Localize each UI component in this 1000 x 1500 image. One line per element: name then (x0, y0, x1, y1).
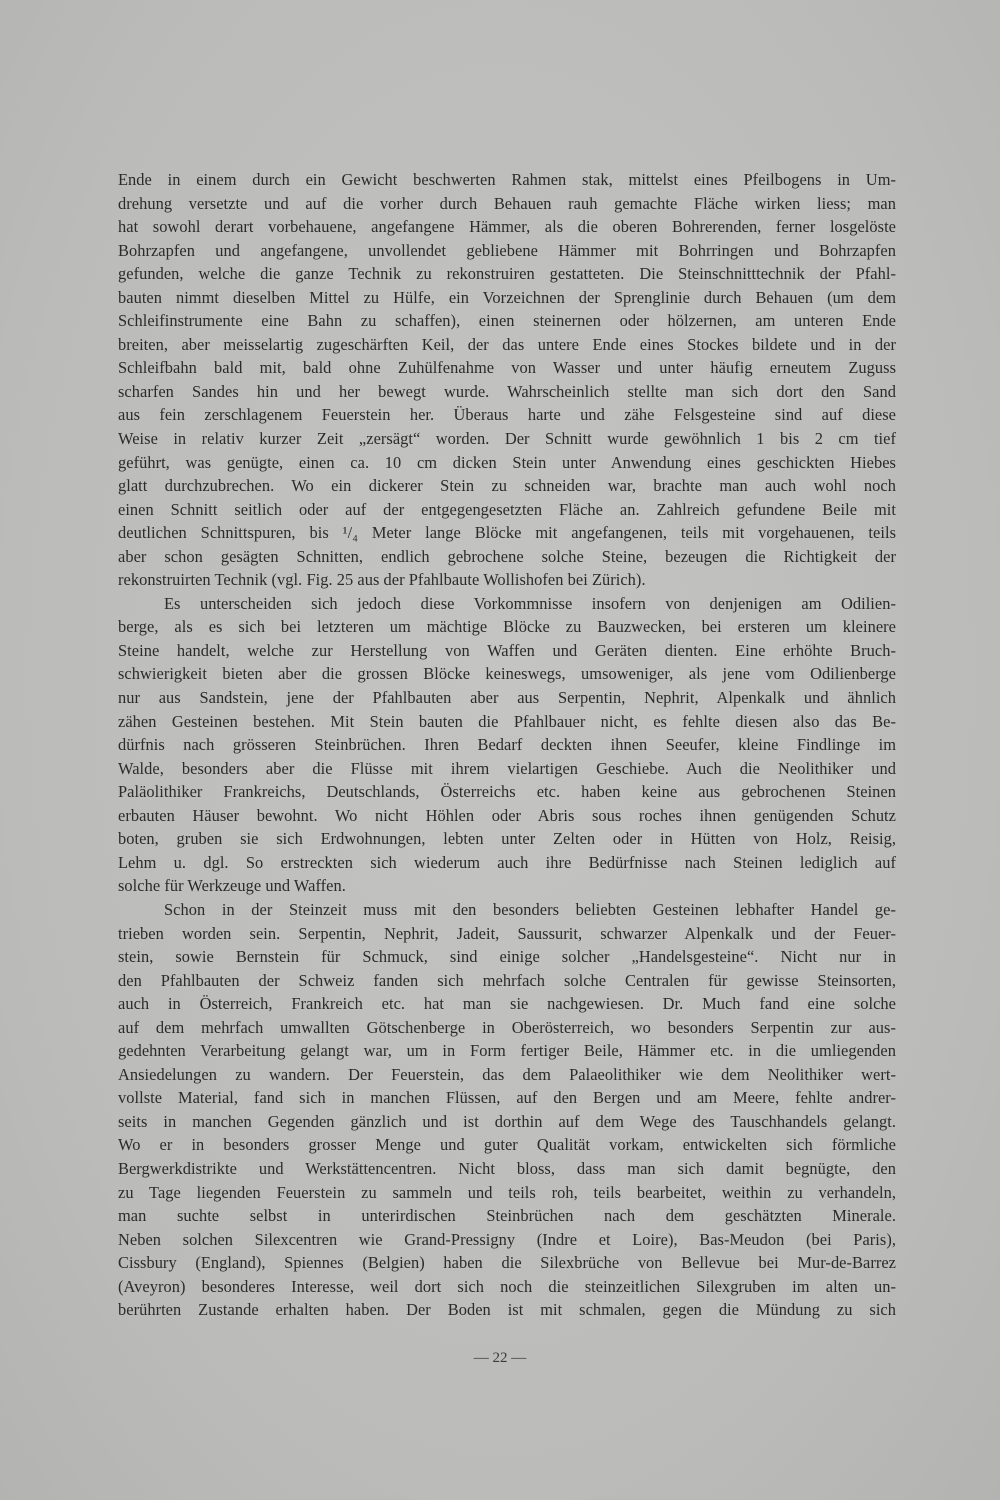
text-line: solche für Werkzeuge und Waffen. (118, 876, 346, 896)
text-line: berührten Zustande erhalten haben. Der Boden ist mit schmalen, gegen die Mündung zu sich (118, 1300, 896, 1320)
text-line: bauten nimmt dieselben Mittel zu Hülfe, ein Vorzeichnen der Sprenglinie durch Behauen (um dem (118, 287, 896, 307)
text-line: vollste Material, fand sich in manchen Flüssen, auf den Bergen und am Meere, fehlte andrer- (118, 1088, 896, 1108)
text-line: (Aveyron) besonderes Interesse, weil dort sich noch die steinzeitlichen Silexgruben im alten un- (118, 1276, 896, 1296)
text-line: dürfnis nach grösseren Steinbrüchen. Ihren Bedarf deckten ihnen Seeufer, kleine Findlinge im (118, 735, 896, 755)
page-number: — 22 — (473, 1350, 527, 1366)
text-line: seits in manchen Gegenden gänzlich und ist dorthin auf dem Wege des Tauschhandels gelangt. (118, 1111, 896, 1131)
text-line: rekonstruirten Technik (vgl. Fig. 25 aus der Pfahlbaute Wollishofen bei Zürich). (118, 570, 646, 590)
text-line: Walde, besonders aber die Flüsse mit ihrem vielartigen Geschiebe. Auch die Neolithiker und (118, 758, 896, 778)
text-line: zu Tage liegenden Feuerstein zu sammeln und teils roh, teils bearbeitet, weithin zu verhandeln, (118, 1182, 896, 1202)
text-line: Lehm u. dgl. So erstreckten sich wiederum auch ihre Bedürfnisse nach Steinen lediglich auf (118, 852, 896, 872)
text-line: geführt, was genügte, einen ca. 10 cm dicken Stein unter Anwendung eines geschickten Hiebes (118, 452, 896, 472)
text-line: gedehnten Verarbeitung gelangt war, um in Form fertiger Beile, Hämmer etc. in die umliegenden (118, 1041, 896, 1061)
text-line: Wo er in besonders grosser Menge und guter Qualität vorkam, entwickelten sich förmliche (118, 1135, 896, 1155)
text-line: Paläolithiker Frankreichs, Deutschlands, Österreichs etc. haben keine aus gebrochenen Steinen (118, 782, 896, 802)
text-line: breiten, aber meisselartig zugeschärften Keil, der das untere Ende eines Stockes bildete und in der (118, 334, 896, 354)
text-line: Ansiedelungen zu wandern. Der Feuerstein, das dem Palaeolithiker wie dem Neolithiker wert- (118, 1064, 896, 1084)
text-line: Bergwerkdistrikte und Werkstättencentren. Nicht bloss, dass man sich damit begnügte, den (118, 1158, 896, 1178)
text-line: den Pfahlbauten der Schweiz fanden sich mehrfach solche Centralen für gewisse Steinsorten, (118, 970, 896, 990)
text-line: Weise in relativ kurzer Zeit „zersägt“ worden. Der Schnitt wurde gewöhnlich 1 bis 2 cm tief (118, 429, 896, 449)
text-line: stein, sowie Bernstein für Schmuck, sind einige solcher „Handelsgesteine“. Nicht nur in (118, 947, 896, 967)
text-line: nur aus Sandstein, jene der Pfahlbauten aber aus Serpentin, Nephrit, Alpenkalk und ähnlich (118, 688, 896, 708)
text-line: auch in Österreich, Frankreich etc. hat man sie nachgewiesen. Dr. Much fand eine solche (118, 994, 896, 1014)
text-line: boten, gruben sie sich Erdwohnungen, lebten unter Zelten oder in Hütten von Holz, Reisig, (118, 829, 896, 849)
text-line: Neben solchen Silexcentren wie Grand-Pressigny (Indre et Loire), Bas-Meudon (bei Paris), (118, 1229, 896, 1249)
text-line: Ende in einem durch ein Gewicht beschwerten Rahmen stak, mittelst eines Pfeilbogens in Um- (118, 170, 896, 189)
text-line: Bohrzapfen und angefangene, unvollendet gebliebene Hämmer mit Bohrringen und Bohrzapfen (118, 240, 896, 260)
text-line: erbauten Häuser bewohnt. Wo nicht Höhlen oder Abris sous roches ihnen genügenden Schutz (118, 805, 896, 825)
text-line: scharfen Sandes hin und her bewegt wurde. Wahrscheinlich stellte man sich dort den Sand (118, 381, 896, 401)
text-line: glatt durchzubrechen. Wo ein dickerer Stein zu schneiden war, brachte man auch wohl noch (118, 476, 896, 496)
text-line: Schon in der Steinzeit muss mit den besonders beliebten Gesteinen lebhafter Handel ge- (164, 899, 896, 919)
text-line: Schleifbahn bald mit, bald ohne Zuhülfenahme von Wasser und unter häufig erneutem Zuguss (118, 358, 896, 378)
body-text (118, 168, 896, 1322)
text-line: auf dem mehrfach umwallten Götschenberge in Oberösterreich, wo besonders Serpentin zur aus- (118, 1017, 896, 1037)
text-line: schwierigkeit bieten aber die grossen Blöcke keineswegs, umsoweniger, als jene vom Odilienberge (118, 664, 896, 684)
text-line: man suchte selbst in unterirdischen Steinbrüchen nach dem geschätzten Minerale. (118, 1206, 896, 1226)
text-line: Cissbury (England), Spiennes (Belgien) haben die Silexbrüche von Bellevue bei Mur-de-Barrez (118, 1253, 896, 1273)
text-line: aus fein zerschlagenem Feuerstein her. Überaus harte und zähe Felsgesteine sind auf diese (118, 405, 896, 425)
text-line: Es unterscheiden sich jedoch diese Vorkommnisse insofern von denjenigen am Odilien- (164, 593, 896, 613)
text-line: hat sowohl derart vorbehauene, angefangene Hämmer, als die oberen Bohrerenden, ferner losgelöste (118, 217, 896, 237)
text-line: drehung versetzte und auf die vorher durch Behauen rauh gemachte Fläche wirken liess; man (118, 193, 896, 213)
text-line: berge, als es sich bei letzteren um mächtige Blöcke zu Bauzwecken, bei ersteren um kleinere (118, 617, 896, 637)
text-line: trieben worden sein. Serpentin, Nephrit, Jadeit, Saussurit, schwarzer Alpenkalk und der Feuer- (118, 923, 896, 943)
text-line: gefunden, welche die ganze Technik zu rekonstruiren gestatteten. Die Steinschnitttechnik der Pfahl- (118, 264, 896, 284)
text-line: deutlichen Schnittspuren, bis ¹/₄ Meter lange Blöcke mit angefangenen, teils mit vorgehauenen, teils (118, 523, 896, 543)
text-line: zähen Gesteinen bestehen. Mit Stein bauten die Pfahlbauer nicht, es fehlte diesen also das Be- (118, 711, 896, 731)
text-line: einen Schnitt seitlich oder auf der entgegengesetzten Fläche an. Zahlreich gefundene Beile mit (118, 499, 896, 519)
text-line: aber schon gesägten Schnitten, endlich gebrochene solche Steine, bezeugen die Richtigkeit der (118, 546, 896, 566)
text-line: Steine handelt, welche zur Herstellung von Waffen und Geräten dienten. Eine erhöhte Bruch- (118, 640, 896, 660)
text-line: Schleifinstrumente eine Bahn zu schaffen), einen steinernen oder hölzernen, am unteren Ende (118, 311, 896, 331)
